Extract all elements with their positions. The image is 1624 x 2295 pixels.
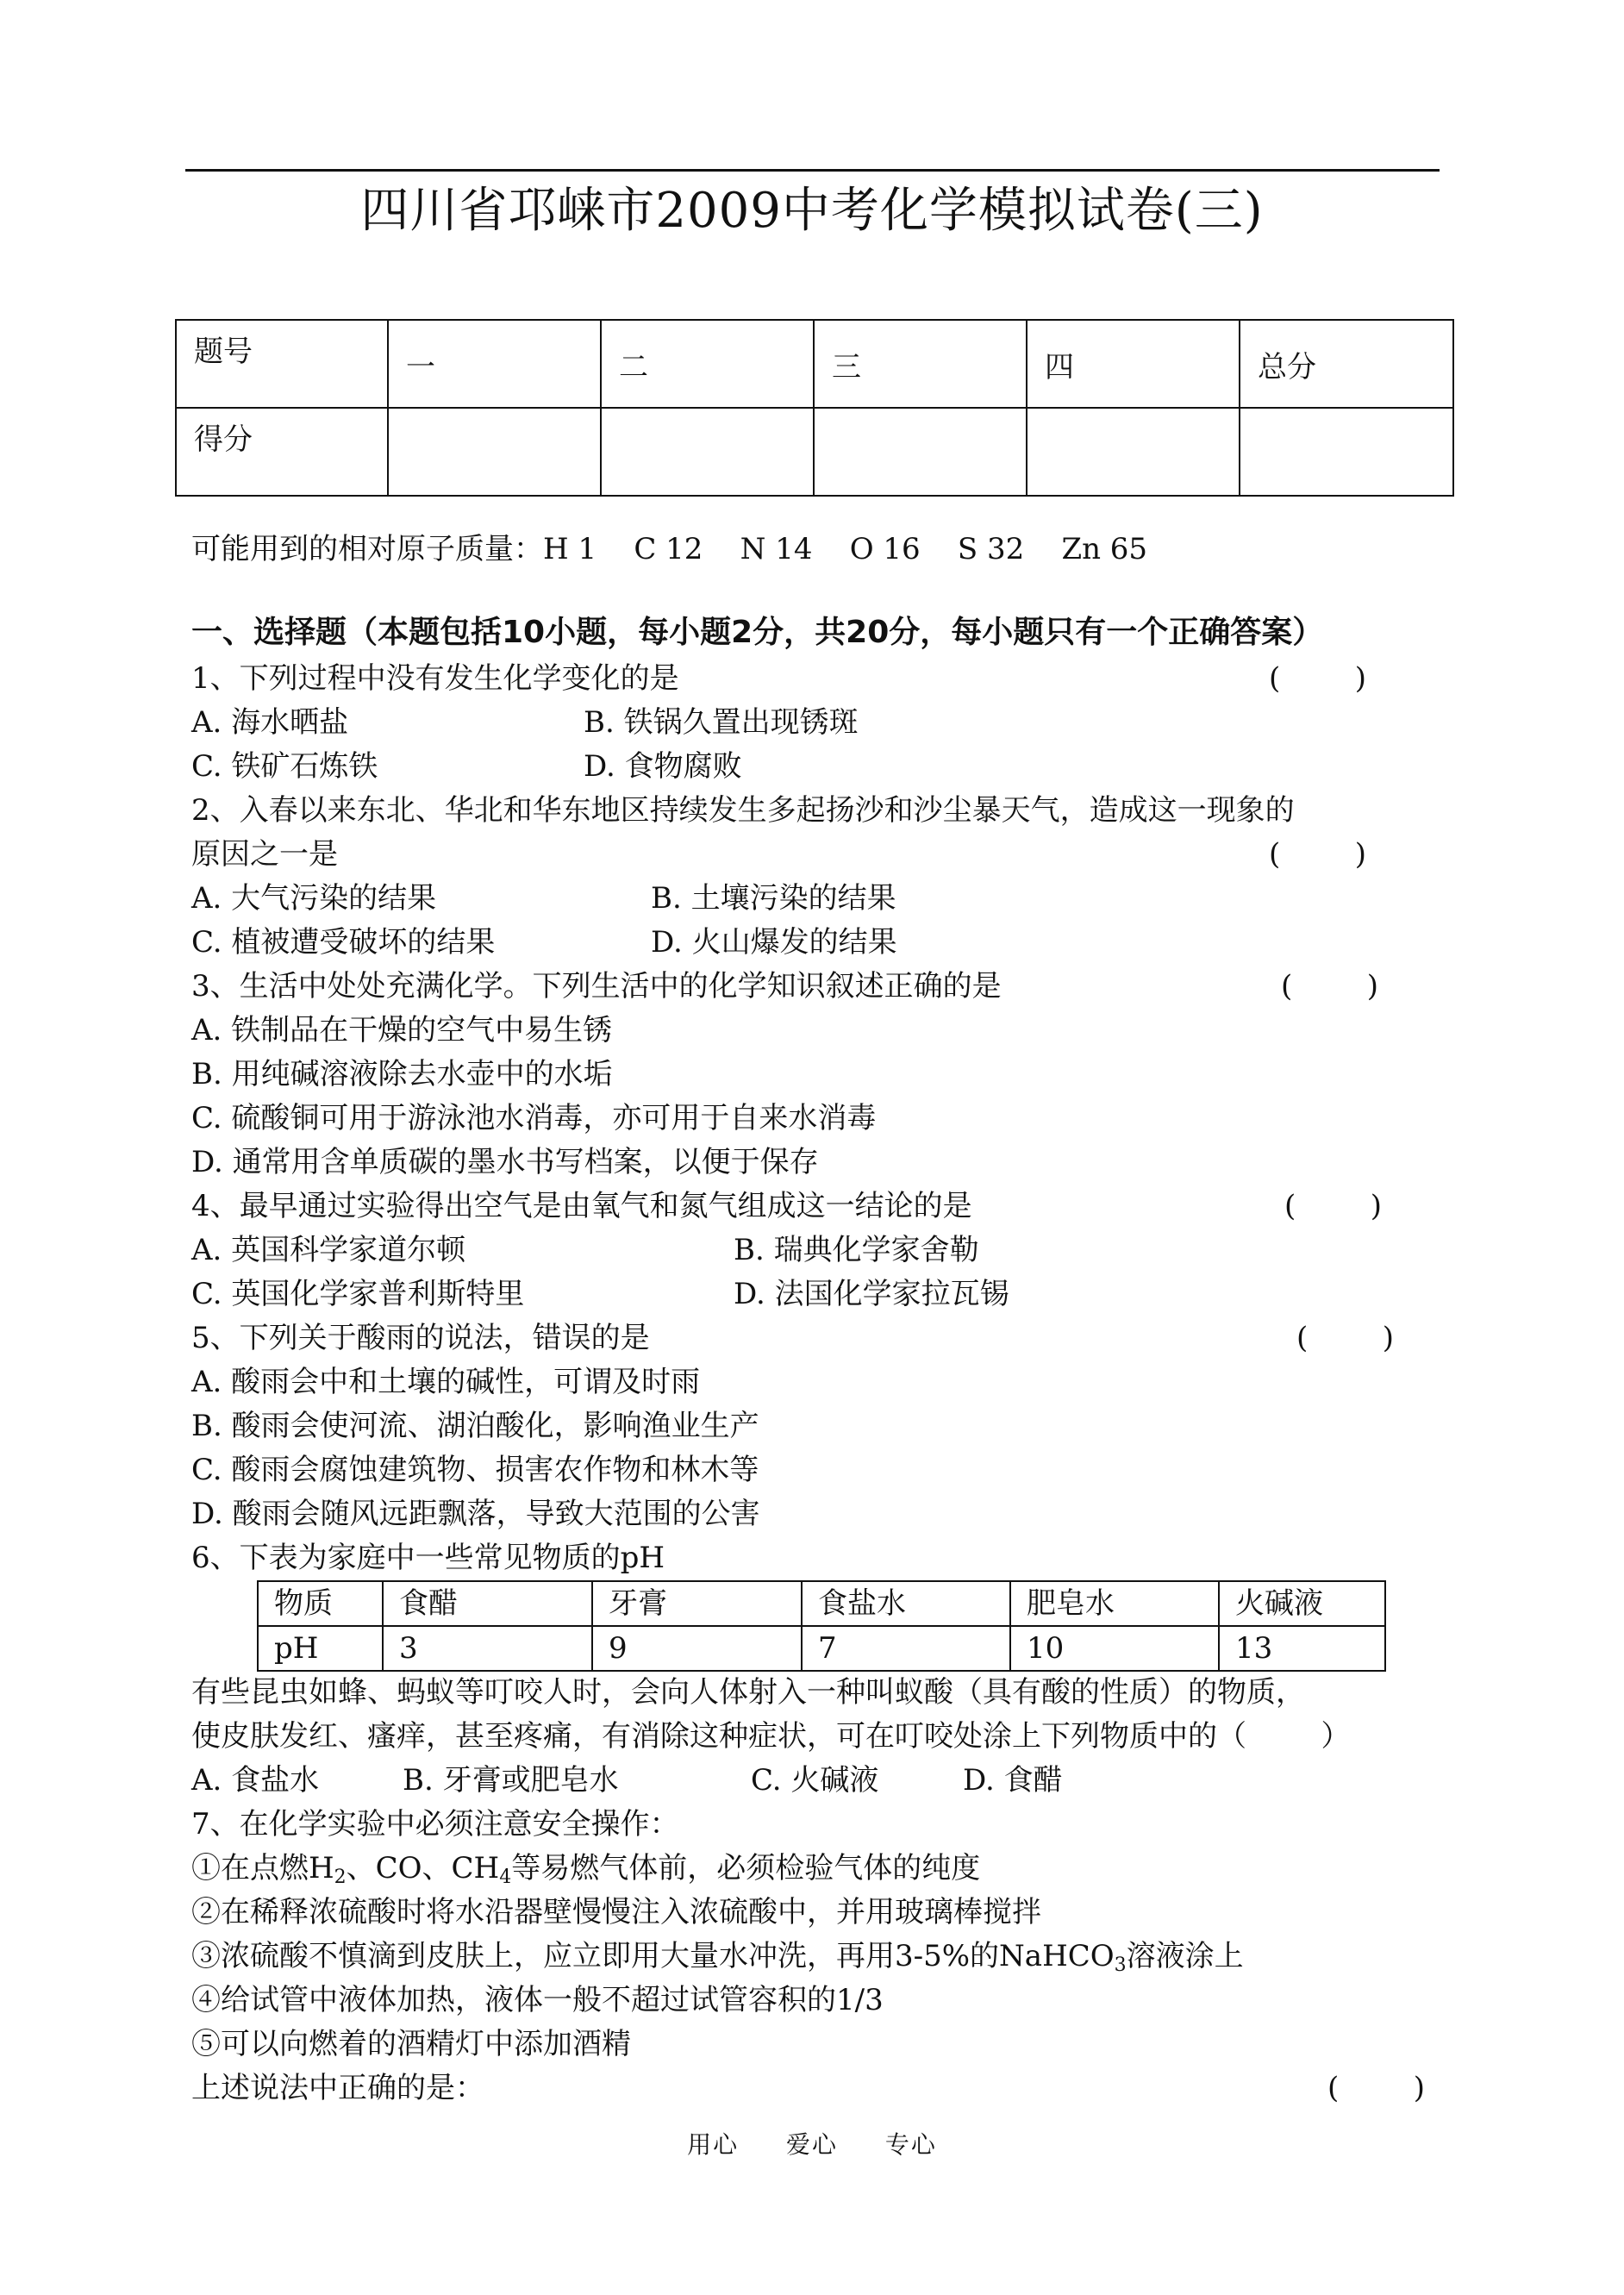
q7-s3-subscript: 3 xyxy=(1114,1954,1127,1976)
score-header-cell: 二 xyxy=(601,320,814,408)
q7-statement-3 xyxy=(191,1935,1450,1978)
q5-option-a[interactable]: A. 酸雨会中和土壤的碱性，可谓及时雨 xyxy=(191,1365,701,1399)
score-header-cell: 一 xyxy=(388,320,601,408)
q7-question: 上述说法中正确的是： xyxy=(191,2071,484,2105)
score-header-cell: 四 xyxy=(1027,320,1240,408)
q2-option-row xyxy=(191,921,1450,964)
ph-value-cell: pH xyxy=(258,1626,383,1671)
ph-table xyxy=(257,1580,1386,1672)
q1-stem: 1、下列过程中没有发生化学变化的是 xyxy=(191,661,679,696)
q2-stem-cont: 原因之一是 xyxy=(191,837,338,872)
ph-value-cell: 7 xyxy=(802,1626,1010,1671)
score-header-cell: 总分 xyxy=(1240,320,1453,408)
ph-value-cell: 13 xyxy=(1219,1626,1385,1671)
q4-option-a[interactable]: A. 英国科学家道尔顿 xyxy=(191,1233,466,1267)
q6-option-d[interactable]: D. 食醋 xyxy=(963,1763,1063,1798)
q2-answer-blank[interactable]: ( ) xyxy=(1269,837,1366,872)
exam-title: 四川省邛崃市2009中考化学模拟试卷(三) xyxy=(360,183,1264,239)
q4-option-row xyxy=(191,1273,1450,1316)
q7-s3-text: 溶液涂上 xyxy=(1126,1939,1244,1973)
q2-option-b[interactable]: B. 土壤污染的结果 xyxy=(651,881,896,916)
ph-header-cell: 肥皂水 xyxy=(1010,1581,1219,1626)
q5-stem: 5、下列关于酸雨的说法，错误的是 xyxy=(191,1321,650,1355)
score-entry-cell[interactable] xyxy=(1027,408,1240,496)
q6-option-c[interactable]: C. 火碱液 xyxy=(751,1763,879,1798)
score-header-cell: 三 xyxy=(814,320,1027,408)
q2-option-row xyxy=(191,877,1450,920)
footer-text: 专心 xyxy=(884,2130,937,2159)
ph-table-value-row xyxy=(258,1626,1385,1671)
q1-option-d[interactable]: D. 食物腐败 xyxy=(584,749,742,784)
score-header-cell: 题号 xyxy=(176,320,388,408)
q6-option-row xyxy=(191,1759,1450,1802)
q4-stem: 4、最早通过实验得出空气是由氧气和氮气组成这一结论的是 xyxy=(191,1189,972,1223)
q7-s1-text: ①在点燃H xyxy=(191,1851,334,1885)
q6-text-line2: 使皮肤发红、瘙痒，甚至疼痛，有消除这种症状，可在叮咬处涂上下列物质中的（ ） xyxy=(191,1719,1351,1754)
q3-option-d[interactable]: D. 通常用含单质碳的墨水书写档案，以便于保存 xyxy=(191,1145,819,1179)
header-rule xyxy=(185,169,1440,172)
score-entry-cell[interactable] xyxy=(601,408,814,496)
section1-heading: 一、选择题（本题包括10小题，每小题2分，共20分，每小题只有一个正确答案） xyxy=(191,615,1324,650)
footer-text: 用心 xyxy=(687,2130,740,2159)
score-table-score-row xyxy=(176,408,1453,496)
q1-option-c[interactable]: C. 铁矿石炼铁 xyxy=(191,749,378,784)
q4-option-c[interactable]: C. 英国化学家普利斯特里 xyxy=(191,1277,525,1311)
q7-statement-5: ⑤可以向燃着的酒精灯中添加酒精 xyxy=(191,2027,631,2061)
q1-option-b[interactable]: B. 铁锅久置出现锈斑 xyxy=(584,705,859,740)
score-entry-cell[interactable] xyxy=(1240,408,1453,496)
q5-option-b[interactable]: B. 酸雨会使河流、湖泊酸化，影响渔业生产 xyxy=(191,1409,759,1443)
footer-text: 爱心 xyxy=(785,2130,838,2159)
q2-stem: 2、入春以来东北、华北和华东地区持续发生多起扬沙和沙尘暴天气，造成这一现象的 xyxy=(191,793,1295,828)
q1-option-a[interactable]: A. 海水晒盐 xyxy=(191,705,349,740)
q3-option-a[interactable]: A. 铁制品在干燥的空气中易生锈 xyxy=(191,1013,613,1047)
q3-answer-blank[interactable]: ( ) xyxy=(1281,969,1378,1004)
score-entry-cell[interactable] xyxy=(814,408,1027,496)
q7-statement-2: ②在稀释浓硫酸时将水沿器壁慢慢注入浓硫酸中，并用玻璃棒搅拌 xyxy=(191,1895,1041,1929)
ph-value-cell: 10 xyxy=(1010,1626,1219,1671)
ph-header-cell: 食盐水 xyxy=(802,1581,1010,1626)
page-footer xyxy=(0,2126,1624,2161)
q3-option-c[interactable]: C. 硫酸铜可用于游泳池水消毒，亦可用于自来水消毒 xyxy=(191,1101,877,1135)
q7-s1-subscript: 4 xyxy=(499,1867,512,1888)
q7-answer-blank[interactable]: ( ) xyxy=(1327,2071,1425,2105)
q6-text-line1: 有些昆虫如蜂、蚂蚁等叮咬人时，会向人体射入一种叫蚁酸（具有酸的性质）的物质， xyxy=(191,1675,1305,1710)
score-entry-cell[interactable] xyxy=(388,408,601,496)
q1-option-row xyxy=(191,701,1450,744)
q2-option-a[interactable]: A. 大气污染的结果 xyxy=(191,881,437,916)
ph-header-cell: 火碱液 xyxy=(1219,1581,1385,1626)
q1-option-row xyxy=(191,745,1450,788)
q3-stem: 3、生活中处处充满化学。下列生活中的化学知识叙述正确的是 xyxy=(191,969,1002,1004)
score-table-header-row xyxy=(176,320,1453,408)
q5-option-c[interactable]: C. 酸雨会腐蚀建筑物、损害农作物和林木等 xyxy=(191,1453,759,1487)
q5-answer-blank[interactable]: ( ) xyxy=(1296,1321,1394,1355)
q4-answer-blank[interactable]: ( ) xyxy=(1284,1189,1382,1223)
q2-option-c[interactable]: C. 植被遭受破坏的结果 xyxy=(191,925,496,960)
q6-option-b[interactable]: B. 牙膏或肥皂水 xyxy=(403,1763,619,1798)
ph-header-cell: 食醋 xyxy=(383,1581,592,1626)
ph-value-cell: 9 xyxy=(592,1626,802,1671)
q3-option-b[interactable]: B. 用纯碱溶液除去水壶中的水垢 xyxy=(191,1057,613,1091)
q7-s3-text: ③浓硫酸不慎滴到皮肤上，应立即用大量水冲洗，再用3-5%的NaHCO xyxy=(191,1939,1115,1973)
q1-answer-blank[interactable]: ( ) xyxy=(1269,661,1366,696)
ph-value-cell: 3 xyxy=(383,1626,592,1671)
q6-stem: 6、下表为家庭中一些常见物质的pH xyxy=(191,1541,665,1575)
q4-option-b[interactable]: B. 瑞典化学家舍勒 xyxy=(734,1233,979,1267)
q5-option-d[interactable]: D. 酸雨会随风远距飘落，导致大范围的公害 xyxy=(191,1497,760,1531)
score-row-label: 得分 xyxy=(176,408,388,496)
q4-option-d[interactable]: D. 法国化学家拉瓦锡 xyxy=(734,1277,1009,1311)
q2-option-d[interactable]: D. 火山爆发的结果 xyxy=(651,925,897,960)
q7-s1-subscript: 2 xyxy=(334,1867,347,1888)
score-table xyxy=(175,319,1454,497)
ph-header-cell: 牙膏 xyxy=(592,1581,802,1626)
q7-stem: 7、在化学实验中必须注意安全操作： xyxy=(191,1807,679,1842)
q7-s1-text: 、CO、CH xyxy=(346,1851,500,1885)
q4-option-row xyxy=(191,1229,1450,1272)
ph-header-cell: 物质 xyxy=(258,1581,383,1626)
q6-option-a[interactable]: A. 食盐水 xyxy=(191,1763,320,1798)
q7-statement-4: ④给试管中液体加热，液体一般不超过试管容积的1/3 xyxy=(191,1983,884,2017)
atomic-masses-line: 可能用到的相对原子质量：H 1 C 12 N 14 O 16 S 32 Zn 65 xyxy=(191,532,1148,566)
q7-s1-text: 等易燃气体前，必须检验气体的纯度 xyxy=(511,1851,981,1885)
ph-table-header-row xyxy=(258,1581,1385,1626)
q7-statement-1 xyxy=(191,1847,1450,1890)
